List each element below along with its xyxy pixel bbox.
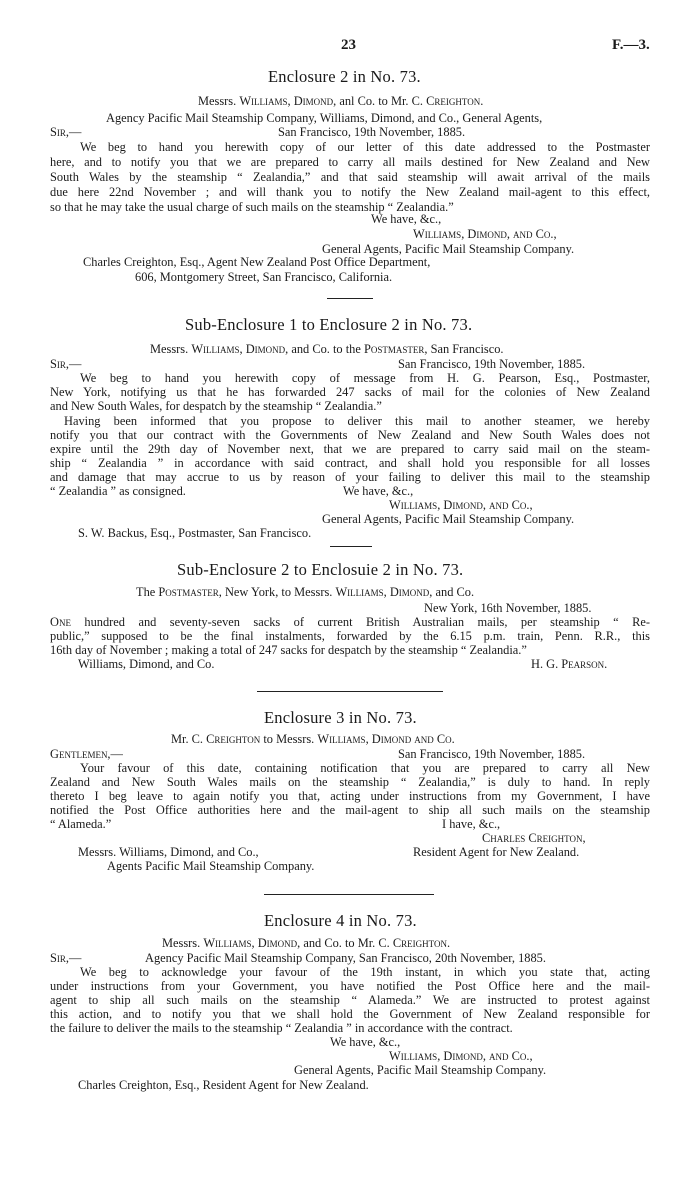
sub-enclosure-1-from-to: Messrs. Williams, Dimond, and Co. to the Postmaster, San Francisco. bbox=[150, 342, 504, 356]
enclosure-4-body-line: this action, and to notify you that we shall hold the Government of New Zealand responsible for bbox=[50, 1007, 650, 1021]
enclosure-2-from-to: Messrs. Williams, Dimond, anl Co. to Mr. C. Creighton. bbox=[198, 94, 484, 108]
sub-enclosure-2-body-line: public,” supposed to be the final instalments, forwarded by the 6.15 p.m. train, Penn. R.R., this bbox=[50, 629, 650, 643]
sub-enclosure-1-body-line: New York, notifying us that he has forwarded 247 sacks of mail for the colonies of New Zealand bbox=[50, 385, 650, 399]
enclosure-2-heading: Enclosure 2 in No. 73. bbox=[268, 67, 421, 86]
enclosure-4-salutation: Sir,— bbox=[50, 951, 82, 965]
section-divider bbox=[330, 546, 372, 547]
enclosure-4-body-line: We beg to acknowledge your favour of the 19th instant, in which you state that, acting bbox=[80, 965, 650, 979]
enclosure-4-heading: Enclosure 4 in No. 73. bbox=[264, 911, 417, 930]
enclosure-2-body-line: due here 22nd November ; and will thank you to notify the New Zealand mail-agent to this effect, bbox=[50, 185, 650, 199]
sub-enclosure-2-addressee: Williams, Dimond, and Co. bbox=[78, 657, 215, 671]
sub-enclosure-1-date: San Francisco, 19th November, 1885. bbox=[398, 357, 586, 371]
sub-enclosure-2-first-word: One bbox=[50, 615, 71, 629]
enclosure-4-body-line: the failure to deliver the mails to the steamship “ Zealandia ” in accordance with the contract. bbox=[50, 1021, 513, 1035]
enclosure-4-closing: We have, &c., bbox=[330, 1035, 401, 1049]
sub-enclosure-2-body-line: 16th day of November ; making a total of 247 sacks for despatch by the steamship “ Zealandia.” bbox=[50, 643, 527, 657]
enclosure-3-salutation: Gentlemen,— bbox=[50, 747, 123, 761]
sub-enclosure-1-body-line: “ Zealandia ” as consigned. bbox=[50, 484, 186, 498]
sub-enclosure-1-salutation: Sir,— bbox=[50, 357, 82, 371]
enclosure-3-body-line: Your favour of this date, containing notification that you are prepared to carry all New bbox=[80, 761, 650, 775]
enclosure-4-signer: Williams, Dimond, and Co., bbox=[389, 1049, 533, 1063]
enclosure-2-closing: We have, &c., bbox=[371, 212, 442, 226]
enclosure-3-closing: I have, &c., bbox=[442, 817, 501, 831]
enclosure-4-body-line: under instructions from your Government, you have notified the Post Office here and the mail- bbox=[50, 979, 650, 993]
sub-enclosure-2-body-line: One hundred and seventy-seven sacks of current British Australian mails, per steamship “ Re- bbox=[50, 615, 650, 629]
sub-enclosure-1-body-line: Having been informed that you propose to deliver this mail to another steamer, we hereby bbox=[64, 414, 650, 428]
enclosure-2-body-line: South Wales by the steamship “ Zealandia,” and that said steamship will await arrival of the mails bbox=[50, 170, 650, 184]
sub-enclosure-1-body-line: notify you that our contract with the Governments of New Zealand and New South Wales does not bbox=[50, 428, 650, 442]
enclosure-2-addressee-line: Charles Creighton, Esq., Agent New Zealand Post Office Department, bbox=[83, 255, 431, 269]
sub-enclosure-1-body-line: expire until the 29th day of November next, that we are prepared to carry said mail on the steam- bbox=[50, 442, 650, 456]
enclosure-3-body-line: “ Alameda.” bbox=[50, 817, 112, 831]
enclosure-3-from-to: Mr. C. Creighton to Messrs. Williams, Dimond and Co. bbox=[171, 732, 455, 746]
sub-enclosure-1-body-line: We beg to hand you herewith copy of message from H. G. Pearson, Esq., Postmaster, bbox=[80, 371, 650, 385]
sub-enclosure-2-date: New York, 16th November, 1885. bbox=[424, 601, 592, 615]
enclosure-4-letterhead: Agency Pacific Mail Steamship Company, San Francisco, 20th November, 1885. bbox=[145, 951, 546, 965]
sub-enclosure-1-heading: Sub-Enclosure 1 to Enclosure 2 in No. 73. bbox=[185, 315, 473, 334]
enclosure-2-date: San Francisco, 19th November, 1885. bbox=[278, 125, 466, 139]
enclosure-2-body-line: We beg to hand you herewith copy of our letter of this date addressed to the Postmaster bbox=[80, 140, 650, 154]
enclosure-3-body-line: notified the Post Office authorities here and the mail-agent to ship all such mails on the steamship bbox=[50, 803, 650, 817]
enclosure-3-addressee-line: Messrs. Williams, Dimond, and Co., bbox=[78, 845, 259, 859]
sub-enclosure-1-signer: Williams, Dimond, and Co., bbox=[389, 498, 533, 512]
sub-enclosure-2-heading: Sub-Enclosure 2 to Enclosuie 2 in No. 73. bbox=[177, 560, 464, 579]
enclosure-2-signer: Williams, Dimond, and Co., bbox=[413, 227, 557, 241]
enclosure-3-heading: Enclosure 3 in No. 73. bbox=[264, 708, 417, 727]
enclosure-3-body-line: Zealand and New South Wales mails on the steamship “ Zealandia,” is duly to hand. In reply bbox=[50, 775, 650, 789]
enclosure-2-body-line: so that he may take the usual charge of such mails on the steamship “ Zealandia.” bbox=[50, 200, 454, 214]
enclosure-3-body-line: thereto I beg leave to again notify you that, acting under instructions from my Government, I have bbox=[50, 789, 650, 803]
enclosure-2-salutation: Sir,— bbox=[50, 125, 82, 139]
enclosure-2-addressee-line: 606, Montgomery Street, San Francisco, California. bbox=[135, 270, 393, 284]
enclosure-2-body-line: here, and to notify you that we are prepared to carry all mails destined for New Zealand and New bbox=[50, 155, 650, 169]
enclosure-4-addressee: Charles Creighton, Esq., Resident Agent for New Zealand. bbox=[78, 1078, 369, 1092]
sub-enclosure-1-body-line: ship “ Zealandia ” in accordance with said contract, and shall hold you responsible for all losses bbox=[50, 456, 650, 470]
sub-enclosure-1-closing: We have, &c., bbox=[343, 484, 414, 498]
enclosure-2-letterhead: Agency Pacific Mail Steamship Company, Williams, Dimond, and Co., General Agents, bbox=[106, 111, 543, 125]
sub-enclosure-1-addressee: S. W. Backus, Esq., Postmaster, San Francisco. bbox=[78, 526, 312, 540]
sub-enclosure-1-body-line: and damage that may accrue to us by reason of your failing to deliver this mail to the steamship bbox=[50, 470, 650, 484]
enclosure-4-signer-title: General Agents, Pacific Mail Steamship Company. bbox=[294, 1063, 547, 1077]
page-number: 23 bbox=[341, 37, 356, 53]
enclosure-4-from-to: Messrs. Williams, Dimond, and Co. to Mr. C. Creighton. bbox=[162, 936, 451, 950]
sub-enclosure-2-from-to: The Postmaster, New York, to Messrs. Williams, Dimond, and Co. bbox=[136, 585, 475, 599]
enclosure-4-body-line: agent to ship all such mails on the steamship “ Alameda.” We are instructed to protest against bbox=[50, 993, 650, 1007]
section-divider bbox=[257, 691, 443, 692]
enclosure-2-signer-title: General Agents, Pacific Mail Steamship Company. bbox=[322, 242, 575, 256]
enclosure-3-signer: Charles Creighton, bbox=[482, 831, 586, 845]
enclosure-3-signer-title: Resident Agent for New Zealand. bbox=[413, 845, 580, 859]
enclosure-3-date: San Francisco, 19th November, 1885. bbox=[398, 747, 586, 761]
section-divider bbox=[264, 894, 434, 895]
sub-enclosure-1-signer-title: General Agents, Pacific Mail Steamship Company. bbox=[322, 512, 575, 526]
sub-enclosure-1-body-line: and New South Wales, for despatch by the steamship “ Zealandia.” bbox=[50, 399, 382, 413]
page-reference: F.—3. bbox=[612, 37, 650, 53]
enclosure-3-addressee-line: Agents Pacific Mail Steamship Company. bbox=[107, 859, 315, 873]
sub-enclosure-2-signer: H. G. Pearson. bbox=[531, 657, 608, 671]
section-divider bbox=[327, 298, 373, 299]
